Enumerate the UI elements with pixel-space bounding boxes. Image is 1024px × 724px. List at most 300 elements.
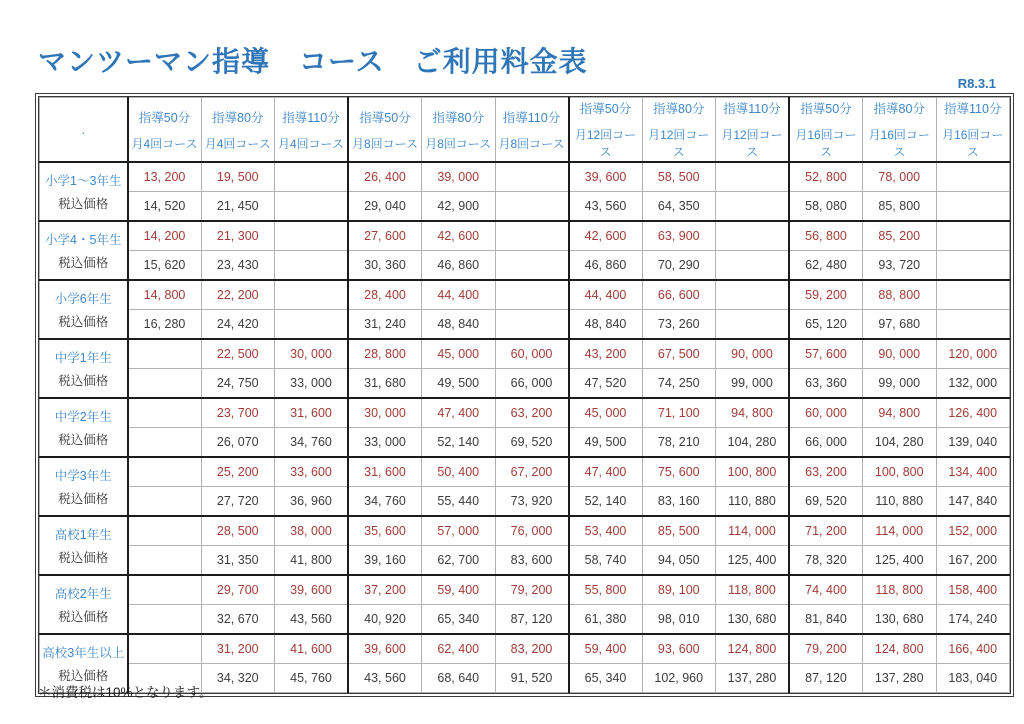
price-cell: 52, 800 bbox=[789, 162, 863, 192]
tax-price-cell: 104, 280 bbox=[863, 428, 937, 458]
price-cell: 39, 600 bbox=[348, 634, 422, 664]
price-cell: 166, 400 bbox=[936, 634, 1010, 664]
tax-price-cell: 34, 760 bbox=[275, 428, 349, 458]
price-cell: 38, 000 bbox=[275, 516, 349, 546]
tax-price-cell: 78, 320 bbox=[789, 546, 863, 576]
price-cell: 39, 600 bbox=[275, 575, 349, 605]
tax-price-cell bbox=[716, 310, 790, 340]
tax-price-cell: 87, 120 bbox=[495, 605, 569, 635]
column-course: 月16回コース bbox=[942, 128, 1004, 159]
tax-price-cell bbox=[716, 251, 790, 281]
tax-footnote: ＊消費税は10%となります。 bbox=[38, 685, 213, 700]
tax-price-cell: 41, 800 bbox=[275, 546, 349, 576]
price-cell: 78, 000 bbox=[863, 162, 937, 192]
tax-price-cell: 73, 920 bbox=[495, 487, 569, 517]
grade-price-row bbox=[40, 634, 1010, 664]
tax-price-cell: 69, 520 bbox=[495, 428, 569, 458]
price-cell: 56, 800 bbox=[789, 221, 863, 251]
price-cell: 67, 500 bbox=[642, 339, 716, 369]
tax-price-cell: 74, 250 bbox=[642, 369, 716, 399]
price-cell: 28, 800 bbox=[348, 339, 422, 369]
column-duration: 指導80分 bbox=[653, 102, 705, 116]
tax-price-cell: 33, 000 bbox=[275, 369, 349, 399]
price-cell bbox=[936, 280, 1010, 310]
tax-price-cell: 70, 290 bbox=[642, 251, 716, 281]
price-cell: 37, 200 bbox=[348, 575, 422, 605]
tax-price-cell: 130, 680 bbox=[863, 605, 937, 635]
price-cell: 85, 200 bbox=[863, 221, 937, 251]
grade-price-row bbox=[40, 457, 1010, 487]
price-cell bbox=[128, 575, 202, 605]
price-cell: 22, 200 bbox=[201, 280, 275, 310]
price-cell: 63, 200 bbox=[789, 457, 863, 487]
tax-price-cell: 43, 560 bbox=[348, 664, 422, 693]
grade-price-row bbox=[40, 575, 1010, 605]
price-cell: 100, 800 bbox=[863, 457, 937, 487]
tax-price-cell: 36, 960 bbox=[275, 487, 349, 517]
column-course: 月4回コース bbox=[204, 136, 271, 151]
tax-price-cell: 81, 840 bbox=[789, 605, 863, 635]
column-duration: 指導110分 bbox=[723, 102, 781, 116]
tax-price-cell: 65, 340 bbox=[422, 605, 496, 635]
tax-included-label: 税込価格 bbox=[58, 492, 109, 506]
price-cell: 47, 400 bbox=[422, 398, 496, 428]
price-cell: 114, 000 bbox=[863, 516, 937, 546]
tax-price-cell: 110, 880 bbox=[716, 487, 790, 517]
grade-label-cell bbox=[40, 575, 128, 634]
price-cell: 25, 200 bbox=[201, 457, 275, 487]
price-cell: 126, 400 bbox=[936, 398, 1010, 428]
tax-price-cell: 132, 000 bbox=[936, 369, 1010, 399]
tax-included-label: 税込価格 bbox=[58, 610, 109, 624]
price-cell: 58, 500 bbox=[642, 162, 716, 192]
tax-included-label: 税込価格 bbox=[58, 256, 109, 270]
price-cell: 31, 600 bbox=[275, 398, 349, 428]
tax-price-cell bbox=[128, 605, 202, 635]
tax-price-cell: 66, 000 bbox=[789, 428, 863, 458]
column-duration: 指導110分 bbox=[282, 110, 340, 125]
price-cell bbox=[128, 339, 202, 369]
tax-price-cell: 47, 520 bbox=[569, 369, 643, 399]
price-cell: 14, 200 bbox=[128, 221, 202, 251]
column-course: 月4回コース bbox=[131, 136, 198, 151]
tax-price-cell: 31, 350 bbox=[201, 546, 275, 576]
column-header bbox=[495, 98, 569, 163]
column-duration: 指導50分 bbox=[800, 102, 852, 116]
price-cell: 76, 000 bbox=[495, 516, 569, 546]
grade-label-cell bbox=[40, 339, 128, 398]
price-cell bbox=[936, 221, 1010, 251]
grade-label-cell bbox=[40, 398, 128, 457]
tax-price-cell: 34, 760 bbox=[348, 487, 422, 517]
price-cell: 31, 600 bbox=[348, 457, 422, 487]
tax-price-cell: 52, 140 bbox=[422, 428, 496, 458]
tax-price-cell: 68, 640 bbox=[422, 664, 496, 693]
column-duration: 指導80分 bbox=[873, 102, 925, 116]
tax-price-cell: 174, 240 bbox=[936, 605, 1010, 635]
grade-tax-row bbox=[40, 428, 1010, 458]
grade-price-row bbox=[40, 162, 1010, 192]
grade-label: 高校2年生 bbox=[54, 587, 112, 601]
column-duration: 指導50分 bbox=[359, 110, 411, 125]
grade-price-row bbox=[40, 221, 1010, 251]
tax-price-cell bbox=[275, 251, 349, 281]
tax-price-cell: 49, 500 bbox=[422, 369, 496, 399]
price-cell: 30, 000 bbox=[275, 339, 349, 369]
column-course: 月8回コース bbox=[498, 136, 565, 151]
price-cell: 71, 100 bbox=[642, 398, 716, 428]
tax-included-label: 税込価格 bbox=[58, 669, 109, 683]
price-cell: 60, 000 bbox=[789, 398, 863, 428]
tax-price-cell: 16, 280 bbox=[128, 310, 202, 340]
price-cell: 57, 000 bbox=[422, 516, 496, 546]
tax-price-cell bbox=[495, 310, 569, 340]
price-cell bbox=[716, 221, 790, 251]
price-cell: 118, 800 bbox=[716, 575, 790, 605]
tax-price-cell: 31, 240 bbox=[348, 310, 422, 340]
tax-price-cell: 65, 340 bbox=[569, 664, 643, 693]
tax-included-label: 税込価格 bbox=[58, 433, 109, 447]
price-cell: 124, 800 bbox=[863, 634, 937, 664]
tax-price-cell: 139, 040 bbox=[936, 428, 1010, 458]
tax-price-cell: 63, 360 bbox=[789, 369, 863, 399]
price-cell: 29, 700 bbox=[201, 575, 275, 605]
column-course: 月8回コース bbox=[351, 136, 419, 151]
tax-price-cell: 94, 050 bbox=[642, 546, 716, 576]
tax-price-cell: 83, 600 bbox=[495, 546, 569, 576]
price-cell bbox=[495, 162, 569, 192]
price-cell: 44, 400 bbox=[569, 280, 643, 310]
grade-label-cell bbox=[40, 221, 128, 280]
column-header bbox=[569, 98, 643, 163]
price-cell bbox=[936, 162, 1010, 192]
price-cell: 27, 600 bbox=[348, 221, 422, 251]
column-header bbox=[422, 98, 496, 163]
column-course: 月8回コース bbox=[425, 136, 492, 151]
price-cell: 22, 500 bbox=[201, 339, 275, 369]
price-cell: 114, 000 bbox=[716, 516, 790, 546]
price-cell bbox=[716, 162, 790, 192]
tax-price-cell: 43, 560 bbox=[275, 605, 349, 635]
tax-price-cell: 91, 520 bbox=[495, 664, 569, 693]
price-cell: 152, 000 bbox=[936, 516, 1010, 546]
price-cell: 50, 400 bbox=[422, 457, 496, 487]
column-duration: 指導110分 bbox=[944, 102, 1002, 116]
price-cell: 90, 000 bbox=[863, 339, 937, 369]
grade-label: 中学2年生 bbox=[54, 410, 112, 424]
tax-price-cell: 69, 520 bbox=[789, 487, 863, 517]
grade-label: 中学1年生 bbox=[54, 351, 112, 365]
tax-price-cell: 62, 480 bbox=[789, 251, 863, 281]
tax-price-cell: 78, 210 bbox=[642, 428, 716, 458]
column-course: 月12回コース bbox=[648, 128, 710, 159]
price-cell: 23, 700 bbox=[201, 398, 275, 428]
price-cell: 158, 400 bbox=[936, 575, 1010, 605]
tax-price-cell: 26, 070 bbox=[201, 428, 275, 458]
price-cell bbox=[275, 221, 349, 251]
tax-price-cell bbox=[936, 310, 1010, 340]
tax-price-cell: 99, 000 bbox=[716, 369, 790, 399]
column-header bbox=[789, 98, 863, 163]
price-cell: 42, 600 bbox=[422, 221, 496, 251]
column-header bbox=[936, 98, 1010, 163]
grade-label: 小学4・5年生 bbox=[45, 233, 122, 247]
grade-tax-row bbox=[40, 369, 1010, 399]
tax-price-cell: 61, 380 bbox=[569, 605, 643, 635]
price-cell: 26, 400 bbox=[348, 162, 422, 192]
tax-price-cell bbox=[275, 192, 349, 222]
price-cell bbox=[275, 162, 349, 192]
column-course: 月4回コース bbox=[277, 136, 345, 151]
tax-price-cell: 87, 120 bbox=[789, 664, 863, 693]
tax-price-cell: 97, 680 bbox=[863, 310, 937, 340]
grade-tax-row bbox=[40, 251, 1010, 281]
grade-price-row bbox=[40, 280, 1010, 310]
price-cell: 28, 500 bbox=[201, 516, 275, 546]
tax-price-cell: 98, 010 bbox=[642, 605, 716, 635]
grade-price-row bbox=[40, 398, 1010, 428]
price-cell: 120, 000 bbox=[936, 339, 1010, 369]
price-cell: 42, 600 bbox=[569, 221, 643, 251]
tax-price-cell: 102, 960 bbox=[642, 664, 716, 693]
tax-price-cell bbox=[128, 487, 202, 517]
price-cell: 39, 600 bbox=[569, 162, 643, 192]
tax-price-cell: 48, 840 bbox=[569, 310, 643, 340]
column-header bbox=[201, 98, 275, 163]
tax-price-cell: 66, 000 bbox=[495, 369, 569, 399]
tax-price-cell: 130, 680 bbox=[716, 605, 790, 635]
price-cell: 88, 800 bbox=[863, 280, 937, 310]
price-cell bbox=[275, 280, 349, 310]
grade-label-cell bbox=[40, 280, 128, 339]
tax-price-cell bbox=[716, 192, 790, 222]
column-duration: 指導110分 bbox=[502, 110, 561, 125]
grade-price-row bbox=[40, 339, 1010, 369]
tax-price-cell: 83, 160 bbox=[642, 487, 716, 517]
price-cell: 45, 000 bbox=[422, 339, 496, 369]
tax-price-cell: 183, 040 bbox=[936, 664, 1010, 693]
tax-price-cell: 93, 720 bbox=[863, 251, 937, 281]
price-cell: 19, 500 bbox=[201, 162, 275, 192]
price-cell: 39, 000 bbox=[422, 162, 496, 192]
grade-label: 中学3年生 bbox=[54, 469, 112, 483]
price-table bbox=[35, 93, 1014, 697]
price-cell bbox=[128, 457, 202, 487]
price-cell: 94, 800 bbox=[863, 398, 937, 428]
page-title: マンツーマン指導 コース ご利用料金表 bbox=[38, 47, 588, 78]
price-cell: 35, 600 bbox=[348, 516, 422, 546]
tax-price-cell: 24, 750 bbox=[201, 369, 275, 399]
tax-price-cell: 15, 620 bbox=[128, 251, 202, 281]
tax-price-cell: 24, 420 bbox=[201, 310, 275, 340]
price-cell: 134, 400 bbox=[936, 457, 1010, 487]
grade-label: 小学1～3年生 bbox=[45, 174, 122, 188]
column-header bbox=[642, 98, 716, 163]
tax-price-cell: 110, 880 bbox=[863, 487, 937, 517]
tax-price-cell: 99, 000 bbox=[863, 369, 937, 399]
tax-price-cell: 104, 280 bbox=[716, 428, 790, 458]
grade-tax-row bbox=[40, 487, 1010, 517]
grade-tax-row bbox=[40, 546, 1010, 576]
price-cell: 94, 800 bbox=[716, 398, 790, 428]
tax-price-cell: 30, 360 bbox=[348, 251, 422, 281]
tax-price-cell bbox=[128, 369, 202, 399]
price-cell: 59, 400 bbox=[569, 634, 643, 664]
tax-price-cell: 58, 080 bbox=[789, 192, 863, 222]
price-cell: 83, 200 bbox=[495, 634, 569, 664]
price-cell: 90, 000 bbox=[716, 339, 790, 369]
tax-price-cell: 137, 280 bbox=[716, 664, 790, 693]
tax-price-cell: 85, 800 bbox=[863, 192, 937, 222]
column-course: 月16回コース bbox=[795, 128, 857, 159]
price-cell: 13, 200 bbox=[128, 162, 202, 192]
tax-price-cell: 27, 720 bbox=[201, 487, 275, 517]
tax-price-cell: 31, 680 bbox=[348, 369, 422, 399]
price-cell: 30, 000 bbox=[348, 398, 422, 428]
price-cell: 60, 000 bbox=[495, 339, 569, 369]
grade-tax-row bbox=[40, 605, 1010, 635]
price-cell: 47, 400 bbox=[569, 457, 643, 487]
tax-price-cell: 33, 000 bbox=[348, 428, 422, 458]
grade-label: 高校1年生 bbox=[54, 528, 112, 542]
price-cell bbox=[128, 634, 202, 664]
tax-price-cell: 42, 900 bbox=[422, 192, 496, 222]
tax-price-cell: 62, 700 bbox=[422, 546, 496, 576]
tax-price-cell: 55, 440 bbox=[422, 487, 496, 517]
price-table-grid bbox=[39, 97, 1010, 693]
price-cell: 59, 200 bbox=[789, 280, 863, 310]
price-cell bbox=[128, 398, 202, 428]
price-cell: 74, 400 bbox=[789, 575, 863, 605]
price-cell: 63, 200 bbox=[495, 398, 569, 428]
column-header bbox=[348, 98, 422, 163]
tax-price-cell: 32, 670 bbox=[201, 605, 275, 635]
column-header bbox=[863, 98, 937, 163]
column-header bbox=[275, 98, 349, 163]
price-cell: 14, 800 bbox=[128, 280, 202, 310]
price-cell: 79, 200 bbox=[495, 575, 569, 605]
price-cell: 59, 400 bbox=[422, 575, 496, 605]
grade-tax-row bbox=[40, 192, 1010, 222]
tax-price-cell bbox=[275, 310, 349, 340]
tax-included-label: 税込価格 bbox=[58, 551, 109, 565]
tax-included-label: 税込価格 bbox=[58, 374, 109, 388]
tax-price-cell: 46, 860 bbox=[422, 251, 496, 281]
tax-price-cell: 125, 400 bbox=[863, 546, 937, 576]
price-cell: 100, 800 bbox=[716, 457, 790, 487]
tax-price-cell: 167, 200 bbox=[936, 546, 1010, 576]
tax-price-cell bbox=[495, 192, 569, 222]
tax-price-cell: 40, 920 bbox=[348, 605, 422, 635]
grade-price-row bbox=[40, 516, 1010, 546]
tax-included-label: 税込価格 bbox=[58, 315, 109, 329]
tax-price-cell: 147, 840 bbox=[936, 487, 1010, 517]
grade-label-cell bbox=[40, 457, 128, 516]
price-cell: 41, 600 bbox=[275, 634, 349, 664]
price-cell: 67, 200 bbox=[495, 457, 569, 487]
price-cell: 57, 600 bbox=[789, 339, 863, 369]
price-cell: 21, 300 bbox=[201, 221, 275, 251]
tax-price-cell: 125, 400 bbox=[716, 546, 790, 576]
tax-price-cell bbox=[495, 251, 569, 281]
tax-price-cell: 48, 840 bbox=[422, 310, 496, 340]
column-duration: 指導80分 bbox=[432, 110, 484, 125]
column-duration: 指導50分 bbox=[579, 102, 632, 116]
tax-price-cell: 58, 740 bbox=[569, 546, 643, 576]
price-cell: 55, 800 bbox=[569, 575, 643, 605]
price-cell: 71, 200 bbox=[789, 516, 863, 546]
tax-price-cell: 73, 260 bbox=[642, 310, 716, 340]
tax-price-cell: 43, 560 bbox=[569, 192, 643, 222]
price-cell: 93, 600 bbox=[642, 634, 716, 664]
tax-price-cell bbox=[128, 428, 202, 458]
price-cell bbox=[128, 516, 202, 546]
price-cell: 89, 100 bbox=[642, 575, 716, 605]
column-course: 月12回コース bbox=[574, 128, 637, 159]
grade-label: 高校3年生以上 bbox=[42, 646, 125, 660]
column-header bbox=[128, 98, 202, 163]
grade-label-cell bbox=[40, 516, 128, 575]
price-cell: 66, 600 bbox=[642, 280, 716, 310]
price-cell bbox=[716, 280, 790, 310]
revision-label: R8.3.1 bbox=[957, 76, 996, 91]
tax-price-cell: 65, 120 bbox=[789, 310, 863, 340]
tax-price-cell: 46, 860 bbox=[569, 251, 643, 281]
grade-tax-row bbox=[40, 310, 1010, 340]
header-row bbox=[40, 98, 1010, 163]
price-cell: 31, 200 bbox=[201, 634, 275, 664]
price-cell: 44, 400 bbox=[422, 280, 496, 310]
tax-price-cell: 14, 520 bbox=[128, 192, 202, 222]
column-duration: 指導50分 bbox=[138, 110, 191, 125]
tax-price-cell: 23, 430 bbox=[201, 251, 275, 281]
tax-price-cell: 39, 160 bbox=[348, 546, 422, 576]
price-cell: 124, 800 bbox=[716, 634, 790, 664]
tax-price-cell bbox=[936, 192, 1010, 222]
column-duration: 指導80分 bbox=[212, 110, 264, 125]
price-cell: 43, 200 bbox=[569, 339, 643, 369]
column-course: 月12回コース bbox=[721, 128, 783, 159]
tax-price-cell bbox=[936, 251, 1010, 281]
price-cell: 62, 400 bbox=[422, 634, 496, 664]
price-cell: 33, 600 bbox=[275, 457, 349, 487]
column-header bbox=[716, 98, 790, 163]
tax-price-cell: 49, 500 bbox=[569, 428, 643, 458]
tax-included-label: 税込価格 bbox=[58, 197, 109, 211]
tax-price-cell: 137, 280 bbox=[863, 664, 937, 693]
tax-price-cell: 34, 320 bbox=[201, 664, 275, 693]
price-cell: 45, 000 bbox=[569, 398, 643, 428]
price-cell: 28, 400 bbox=[348, 280, 422, 310]
corner-cell: . bbox=[40, 98, 128, 163]
price-cell: 63, 900 bbox=[642, 221, 716, 251]
tax-price-cell: 29, 040 bbox=[348, 192, 422, 222]
grade-label-cell bbox=[40, 162, 128, 221]
tax-price-cell: 52, 140 bbox=[569, 487, 643, 517]
price-cell bbox=[495, 280, 569, 310]
tax-price-cell: 64, 350 bbox=[642, 192, 716, 222]
tax-price-cell: 45, 760 bbox=[275, 664, 349, 693]
price-cell: 53, 400 bbox=[569, 516, 643, 546]
price-cell: 85, 500 bbox=[642, 516, 716, 546]
tax-price-cell: 21, 450 bbox=[201, 192, 275, 222]
price-cell: 79, 200 bbox=[789, 634, 863, 664]
tax-price-cell bbox=[128, 546, 202, 576]
price-cell: 118, 800 bbox=[863, 575, 937, 605]
grade-label: 小学6年生 bbox=[54, 292, 112, 306]
price-cell: 75, 600 bbox=[642, 457, 716, 487]
price-cell bbox=[495, 221, 569, 251]
